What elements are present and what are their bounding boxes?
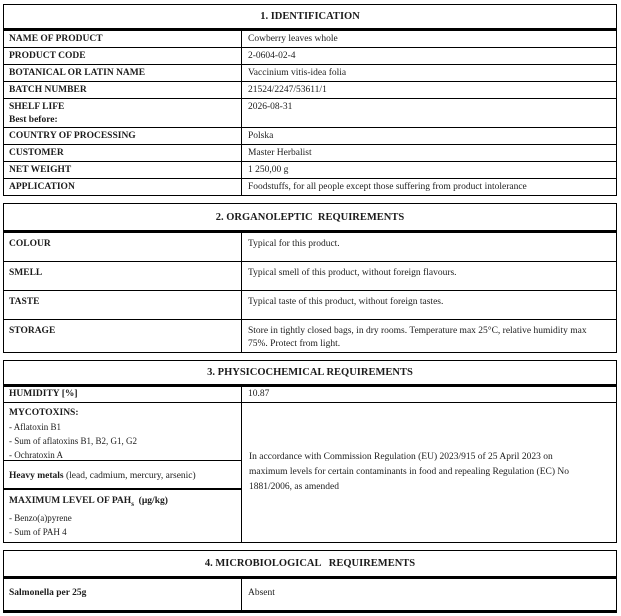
table-row <box>4 386 616 402</box>
table-row <box>4 47 616 64</box>
table-row <box>4 290 616 319</box>
pah-title-subscript: s <box>131 499 134 508</box>
best-before-label: Best before: <box>9 115 58 125</box>
row-value-shelf-life: 2026-08-31 <box>248 102 293 112</box>
mycotoxins-title: MYCOTOXINS: <box>9 408 79 418</box>
physicochemical-table <box>3 360 617 543</box>
mycotoxin-item: - Ochratoxin A <box>9 450 63 460</box>
row-value-name-of-product: Cowberry leaves whole <box>248 34 338 44</box>
pah-title <box>9 493 237 511</box>
pah-item: - Benzo(a)pyrene <box>9 512 72 523</box>
row-value-customer: Master Herbalist <box>248 148 312 158</box>
mycotoxin-item: - Sum of aflatoxins B1, B2, G1, G2 <box>9 436 137 446</box>
identification-table <box>3 4 617 196</box>
row-value-botanical-name: Vaccinium vitis-idea folia <box>248 68 347 78</box>
heavy-metals-block <box>4 461 241 490</box>
heavy-metals-detail: (lead, cadmium, mercury, arsenic) <box>63 471 196 481</box>
table-row <box>4 127 616 144</box>
row-label-botanical-name: BOTANICAL OR LATIN NAME <box>4 65 242 81</box>
shelf-life-label: SHELF LIFE <box>9 102 65 112</box>
section-3-title: 3. PHYSICOCHEMICAL REQUIREMENTS <box>4 361 616 386</box>
row-label-country-of-processing: COUNTRY OF PROCESSING <box>4 128 242 144</box>
row-value-country-of-processing: Polska <box>248 131 274 141</box>
row-label-name-of-product: NAME OF PRODUCT <box>4 31 242 47</box>
table-row <box>4 98 616 127</box>
section-2-title: 2. ORGANOLEPTIC REQUIREMENTS <box>4 204 616 232</box>
table-row <box>4 232 616 261</box>
row-label-customer: CUSTOMER <box>4 145 242 161</box>
table-row <box>4 144 616 161</box>
mycotoxin-item: - Aflatoxin B1 <box>9 422 61 432</box>
row-label-net-weight: NET WEIGHT <box>4 162 242 178</box>
row-value-smell: Typical smell of this product, without foreign flavours. <box>248 268 457 278</box>
row-label-product-code: PRODUCT CODE <box>4 48 242 64</box>
heavy-metals-bold: Heavy metals <box>9 471 64 481</box>
table-row <box>4 178 616 195</box>
row-value-product-code: 2-0604-02-4 <box>248 51 296 61</box>
row-value-colour: Typical for this product. <box>248 239 340 249</box>
contaminants-left-column <box>4 403 242 542</box>
pah-title-unit: (µg/kg) <box>133 496 168 506</box>
table-row <box>4 161 616 178</box>
heavy-metals-label <box>9 469 196 483</box>
row-label-application: APPLICATION <box>4 179 242 195</box>
table-row <box>4 64 616 81</box>
row-value-humidity: 10.87 <box>248 389 270 399</box>
table-row <box>4 578 616 610</box>
row-value-salmonella: Absent <box>248 588 275 598</box>
contaminants-merged-row <box>4 402 616 542</box>
pah-block <box>4 490 241 542</box>
table-row <box>4 81 616 98</box>
row-value-batch-number: 21524/2247/53611/1 <box>248 85 327 95</box>
row-label-smell: SMELL <box>4 262 242 290</box>
row-label-shelf-life <box>4 99 242 127</box>
row-value-net-weight: 1 250,00 g <box>248 165 289 175</box>
section-4-title: 4. MICROBIOLOGICAL REQUIREMENTS <box>4 551 616 578</box>
organoleptic-table <box>3 203 617 353</box>
pah-title-main: MAXIMUM LEVEL OF PAH <box>9 496 132 506</box>
regulation-text: In accordance with Commission Regulation (EU) 2023/915 of 25 April 2023 on maximum levels for certain contaminants in food and repealing Regulation (EC) No 1881/2006, as amended <box>249 452 570 492</box>
row-value-application: Foodstuffs, for all people except those suffering from product intolerance <box>248 182 527 192</box>
section-1-title: 1. IDENTIFICATION <box>4 5 616 30</box>
row-label-taste: TASTE <box>4 291 242 319</box>
row-value-storage: Store in tightly closed bags, in dry rooms. Temperature max 25°C, relative humidity max 75%. Protect from light. <box>248 326 587 349</box>
microbiological-table <box>3 550 617 613</box>
row-label-humidity: HUMIDITY [%] <box>4 387 242 402</box>
row-label-colour: COLOUR <box>4 233 242 261</box>
pah-item: - Sum of PAH 4 <box>9 526 67 537</box>
row-value-taste: Typical taste of this product, without foreign tastes. <box>248 297 444 307</box>
row-label-salmonella: Salmonella per 25g <box>4 579 242 610</box>
row-label-storage: STORAGE <box>4 320 242 352</box>
table-row <box>4 30 616 47</box>
regulation-text-cell <box>242 403 616 542</box>
table-row <box>4 261 616 290</box>
row-label-batch-number: BATCH NUMBER <box>4 82 242 98</box>
table-row <box>4 319 616 352</box>
mycotoxins-block <box>4 403 241 461</box>
